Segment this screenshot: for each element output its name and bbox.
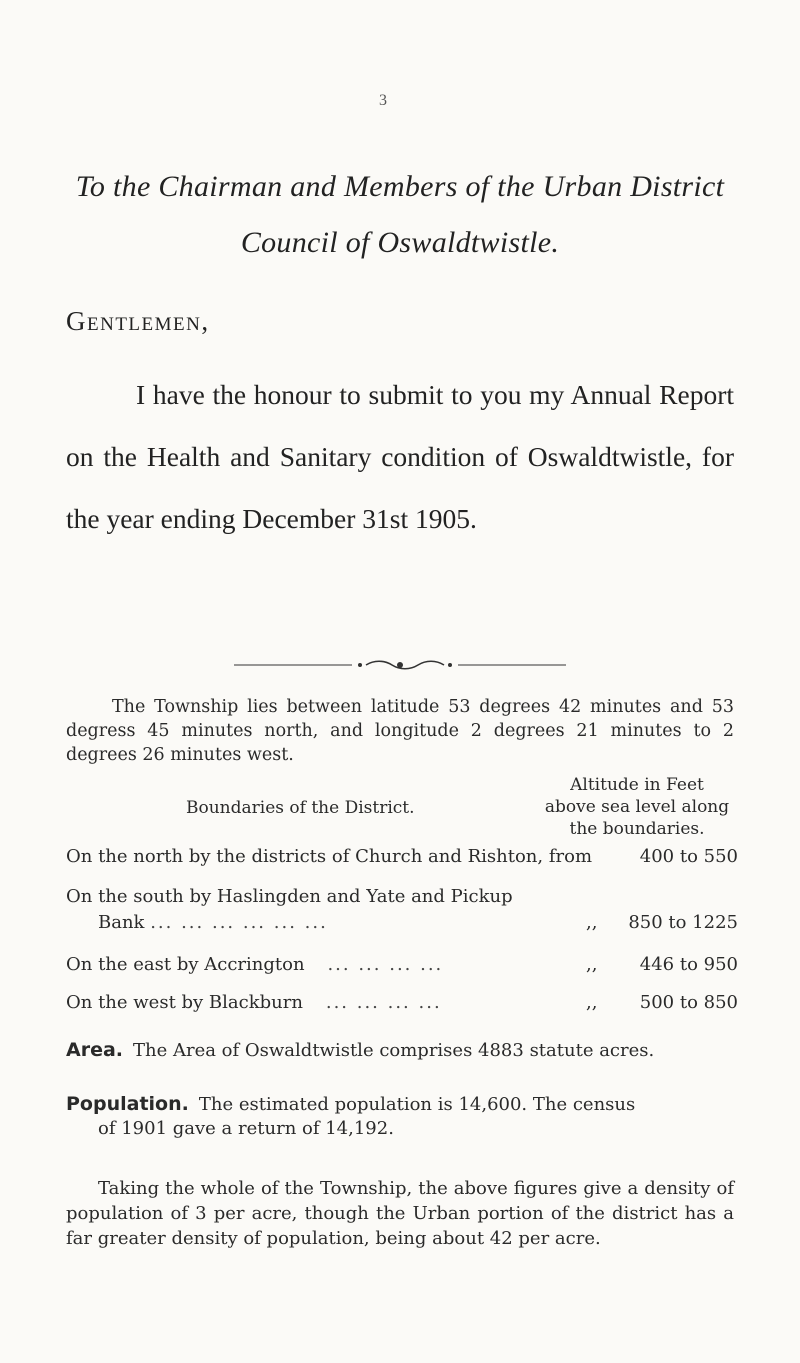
boundary-row-east (66, 952, 738, 978)
area-section (66, 1038, 738, 1063)
address-line-1: To the Chairman and Members of the Urban District (75, 170, 725, 203)
boundaries-header-left: Boundaries of the District. (186, 798, 415, 818)
divider-flourish (366, 661, 444, 669)
leader-dots: ... ... ... ... ... ... (150, 912, 328, 933)
latitude-paragraph: The Township lies between latitude 53 degrees 42 minutes and 53 degress 45 minutes north, and longitude 2 degrees 21 minutes to 2 degrees 26 minutes west. (66, 697, 734, 765)
page-number: 3 (379, 92, 387, 109)
letter-body: I have the honour to submit to you my Annual Report on the Health and Sanitary condition of Oswaldtwistle, for the year ending December 31st 1905. (66, 379, 734, 534)
population-section (66, 1092, 738, 1141)
area-heading: Area. (66, 1039, 123, 1061)
population-heading: Population. (66, 1093, 189, 1115)
divider-center-dot (397, 662, 403, 668)
leader-dots: ... ... ... ... (325, 992, 442, 1013)
altitude-header-line-3: the boundaries. (569, 819, 705, 839)
boundary-label-line-2: Bank (98, 912, 145, 933)
population-text-line-1: The estimated population is 14,600. The census (198, 1094, 636, 1115)
divider-dot-left (358, 663, 362, 667)
altitude-header-line-1: Altitude in Feet (570, 775, 704, 795)
address-line-2: Council of Oswaldtwistle. (240, 226, 560, 259)
divider-dot-right (448, 663, 452, 667)
density-paragraph: Taking the whole of the Township, the above figures give a density of population of 3 per acre, though the Urban portion of the district has a far greater density of population, being about 42 per acre. (66, 1178, 734, 1249)
altitude-range: 500 to 850 (639, 992, 738, 1013)
boundary-label: On the north by the districts of Church and Rishton, from (66, 846, 593, 867)
ditto-mark: ,, (586, 954, 598, 975)
salutation: Gentlemen, (66, 306, 210, 336)
ditto-mark: ,, (586, 992, 598, 1013)
boundary-label-line-1: On the south by Haslingden and Yate and Pickup (66, 886, 513, 907)
population-text-line-2: of 1901 gave a return of 14,192. (98, 1118, 394, 1139)
altitude-range: 446 to 950 (639, 954, 738, 975)
area-text: The Area of Oswaldtwistle comprises 4883 statute acres. (133, 1040, 655, 1061)
boundary-row-north (66, 844, 738, 870)
boundary-row-south (66, 884, 738, 936)
ornamental-divider (234, 660, 566, 670)
boundary-label: On the east by Accrington (66, 954, 305, 975)
boundaries-header-right (532, 774, 742, 840)
ditto-mark: ,, (586, 912, 598, 933)
leader-dots: ... ... ... ... (327, 954, 444, 975)
altitude-range: 850 to 1225 (628, 912, 738, 933)
altitude-range: 400 to 550 (639, 846, 738, 867)
boundary-row-west (66, 990, 738, 1016)
boundary-label: On the west by Blackburn (66, 992, 303, 1013)
altitude-header-line-2: above sea level along (544, 797, 730, 817)
